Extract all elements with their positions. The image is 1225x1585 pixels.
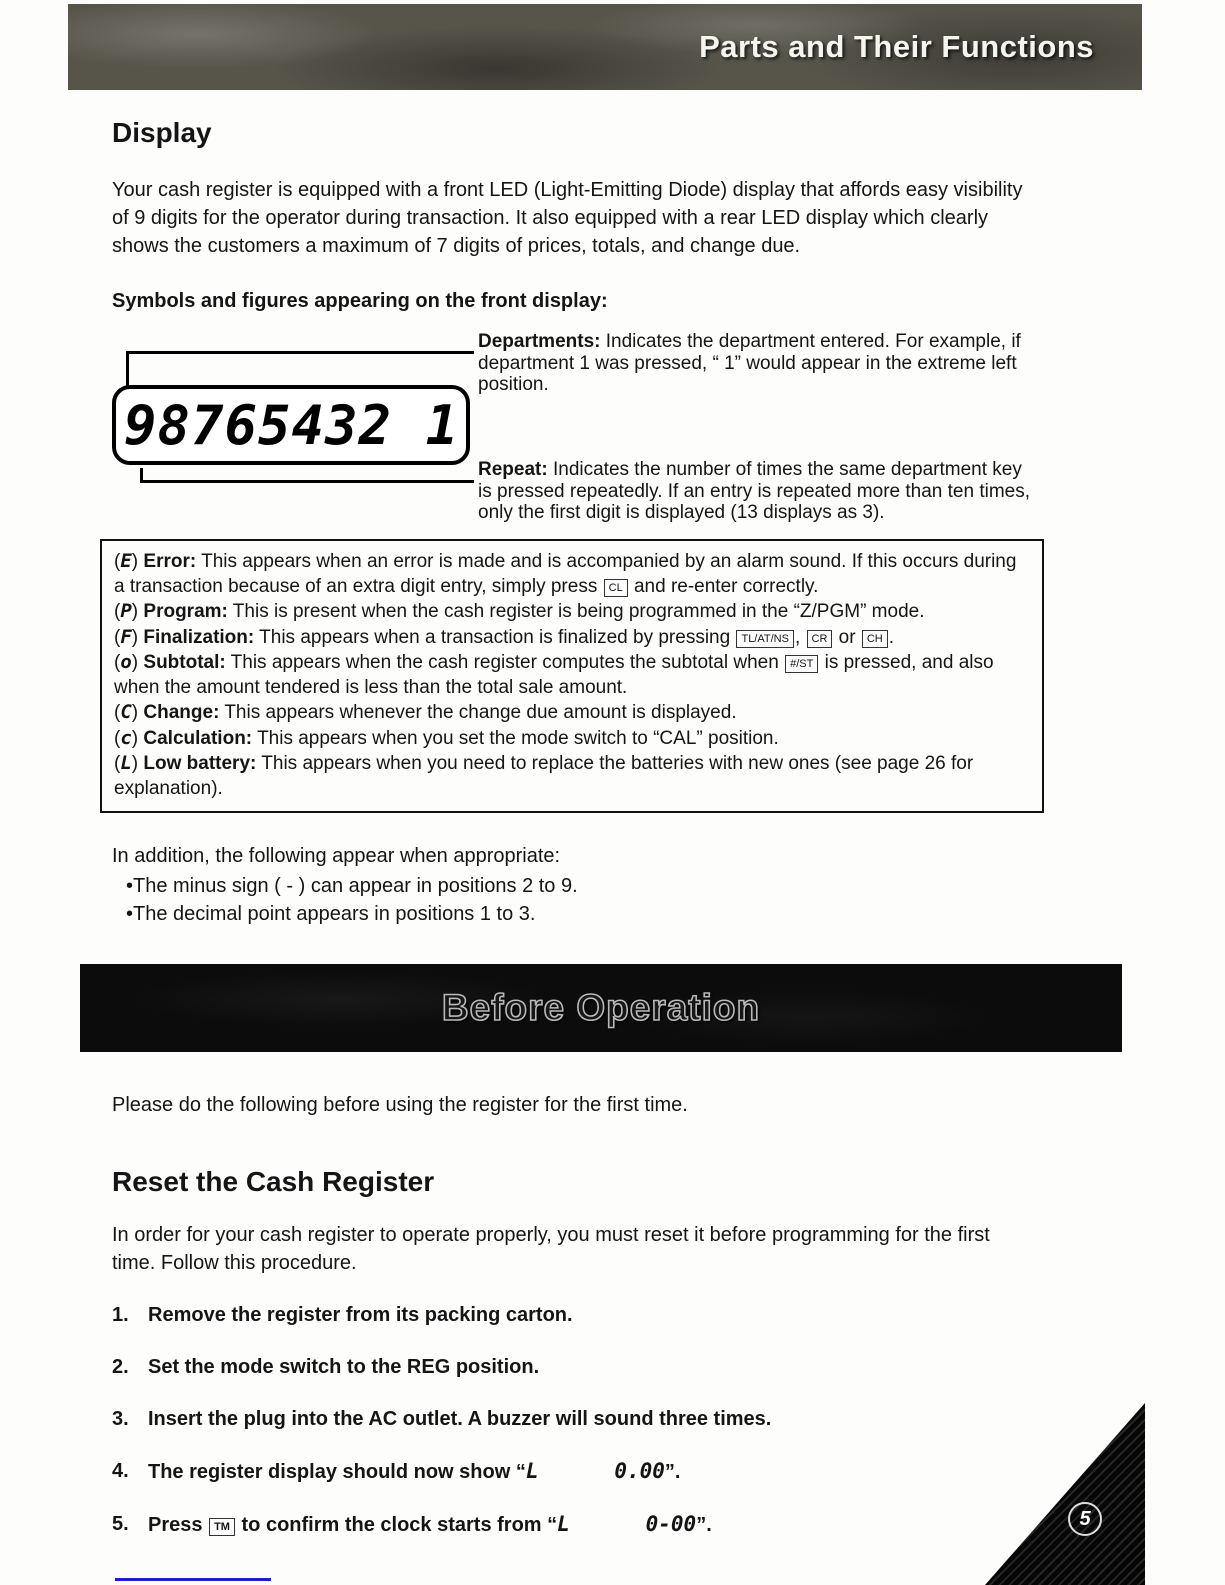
reset-step-2 <box>112 1353 1052 1381</box>
step-number: 2. <box>112 1356 129 1378</box>
symbol-definition-subtotal: (o) Subtotal: This appears when the cash register computes the subtotal when #/ST is pressed, and also when the amount tendered is less than the total sale amount. <box>114 651 994 698</box>
key-cl: CL <box>604 579 628 597</box>
reset-step-4 <box>112 1457 1052 1486</box>
symbol-definition-low-battery: (L) Low battery: This appears when you need to replace the batteries with new ones (see page 26 for explanation). <box>114 752 974 799</box>
before-operation-banner-title: Before Operation <box>441 987 761 1028</box>
led-display <box>112 385 470 465</box>
seven-segment-symbol: F <box>120 625 132 648</box>
step-text: Set the mode switch to the REG position. <box>148 1356 540 1378</box>
key-st: #/ST <box>785 655 818 673</box>
seven-segment-symbol: E <box>120 550 132 572</box>
reset-steps-list <box>112 1301 1124 1539</box>
addition-bullet: •The minus sign ( - ) can appear in positions 2 to 9. <box>126 875 578 897</box>
symbol-label: Calculation: <box>143 727 253 749</box>
addition-intro: In addition, the following appear when appropriate: <box>112 845 561 867</box>
display-intro-paragraph: Your cash register is equipped with a front LED (Light-Emitting Diode) display that affords easy visibility of 9 digits for the operator during transaction. It also equipped with a rear LED display which clearly shows the customers a maximum of 7 digits of prices, totals, and change due. <box>112 179 1023 257</box>
step-number: 5. <box>112 1513 129 1535</box>
before-operation-intro: Please do the following before using the register for the first time. <box>112 1094 688 1116</box>
reset-step-5 <box>112 1510 1052 1539</box>
step-number: 1. <box>112 1304 129 1326</box>
symbol-definition-program: (P) Program: This is present when the cash register is being programmed in the “Z/PGM” mode. <box>114 600 925 622</box>
bottom-rule <box>115 1578 271 1581</box>
symbol-label: Finalization: <box>143 626 255 648</box>
addition-bullet: •The decimal point appears in positions 1 to 3. <box>126 903 536 925</box>
display-section-heading: Display <box>112 117 212 148</box>
symbol-label: Subtotal: <box>143 652 226 673</box>
symbol-definition-error: (E) Error: This appears when an error is made and is accompanied by an alarm sound. If this occurs during a transaction because of an extra digit entry, simply press CL and re-enter correctly. <box>114 550 1017 597</box>
departments-annotation-label: Departments: <box>478 331 601 352</box>
symbol-definition-finalization: (F) Finalization: This appears when a transaction is finalized by pressing TL/AT/NS , CR or CH . <box>114 625 895 648</box>
page-header-title: Parts and Their Functions <box>699 29 1094 64</box>
step-text: Press TM to confirm the clock starts from “L 0-00”. <box>148 1512 712 1536</box>
led-style-text: L 0.00 <box>525 1459 665 1483</box>
before-operation-banner <box>80 964 1122 1052</box>
led-display-diagram <box>112 329 1124 535</box>
step-number: 3. <box>112 1408 129 1430</box>
reset-intro-paragraph: In order for your cash register to operate properly, you must reset it before programming for the first time. Follow this procedure. <box>112 1224 990 1274</box>
symbol-label: Change: <box>143 702 220 723</box>
addition-bullet-list <box>126 872 1124 928</box>
step-text: Insert the plug into the AC outlet. A buzzer will sound three times. <box>148 1408 772 1430</box>
step-text: Remove the register from its packing carton. <box>148 1304 573 1326</box>
repeat-pointer-line <box>140 480 474 483</box>
symbol-label: Low battery: <box>143 753 257 774</box>
symbols-subheading: Symbols and figures appearing on the front display: <box>112 290 608 312</box>
key-cr: CR <box>807 630 833 648</box>
page-number: 5 <box>1068 1502 1102 1536</box>
step-text: The register display should now show “L 0.00”. <box>148 1459 681 1483</box>
repeat-annotation <box>478 459 1038 524</box>
symbol-definition-change: (C) Change: This appears whenever the change due amount is displayed. <box>114 701 737 723</box>
reset-step-1 <box>112 1301 1052 1329</box>
reset-step-3 <box>112 1405 1052 1433</box>
departments-annotation <box>478 331 1038 396</box>
step-number: 4. <box>112 1460 129 1482</box>
page-content <box>112 116 1124 1539</box>
seven-segment-symbol: L <box>120 752 132 774</box>
page-header-band <box>68 4 1142 90</box>
key-tl-at-ns: TL/AT/NS <box>736 630 793 648</box>
seven-segment-symbol: C <box>120 701 132 723</box>
repeat-annotation-label: Repeat: <box>478 459 548 480</box>
seven-segment-symbol: o <box>120 651 132 673</box>
key-ch: CH <box>862 630 888 648</box>
led-style-text: L 0-00 <box>557 1512 697 1536</box>
seven-segment-symbol: c <box>120 726 132 749</box>
seven-segment-symbol: P <box>120 600 132 622</box>
departments-annotation-text: Indicates the department entered. For example, if department 1 was pressed, “ 1” would appear in the extreme left position. <box>478 331 1021 395</box>
repeat-pointer-line-vertical <box>140 468 143 480</box>
repeat-annotation-text: Indicates the number of times the same department key is pressed repeatedly. If an entry is repeated more than ten times, only the first digit is displayed (13 displays as 3). <box>478 459 1030 523</box>
symbol-definitions-box <box>100 539 1044 813</box>
led-display-digits: 98765432 1 <box>124 393 460 457</box>
departments-pointer-line-vertical <box>126 351 129 387</box>
key-tm: TM <box>209 1518 235 1536</box>
symbol-label: Error: <box>143 551 197 572</box>
reset-section-heading: Reset the Cash Register <box>112 1166 435 1197</box>
departments-pointer-line <box>126 351 474 354</box>
symbol-label: Program: <box>143 601 228 622</box>
symbol-definition-calculation: (c) Calculation: This appears when you set the mode switch to “CAL” position. <box>114 726 779 749</box>
